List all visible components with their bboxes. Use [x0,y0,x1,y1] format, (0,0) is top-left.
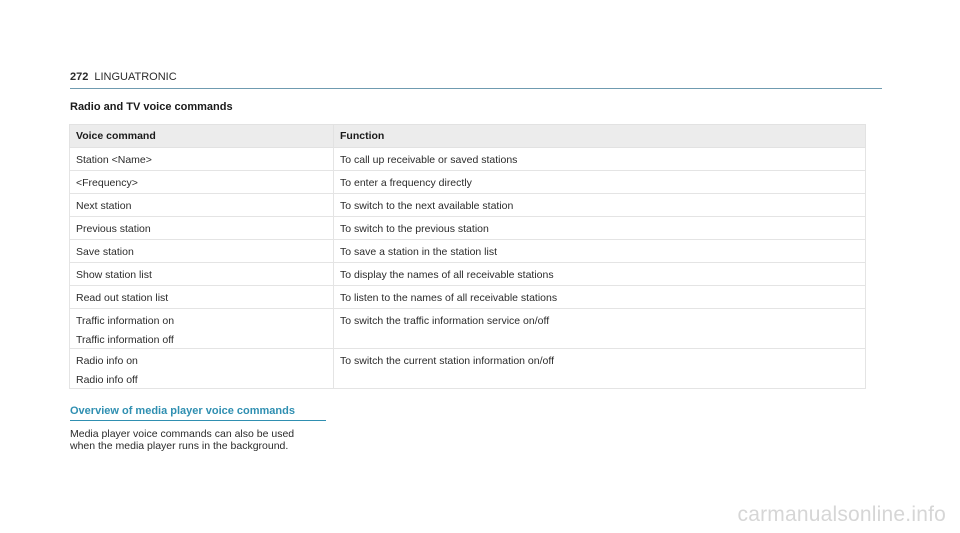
command-cell [70,349,334,389]
table-row [70,194,866,217]
table-row [70,148,866,171]
table-row [70,309,866,349]
media-section-heading: Overview of media player voice commands [70,405,326,421]
function-cell [334,263,866,286]
column-header-function: Function [334,125,866,148]
command-text: Next station [76,200,132,212]
voice-commands-table [69,124,866,389]
table-row [70,171,866,194]
table-row [70,217,866,240]
body-line: when the media player runs in the background. [70,440,289,452]
function-text: To display the names of all receivable stations [340,269,554,281]
command-text: Show station list [76,269,152,281]
table-row [70,263,866,286]
table-row [70,349,866,389]
function-text: To enter a frequency directly [340,177,472,189]
function-text: To switch the current station information on/off [340,355,554,367]
command-text: Previous station [76,223,151,235]
command-text: Station <Name> [76,154,152,166]
table-row [70,240,866,263]
function-cell [334,240,866,263]
command-cell [70,194,334,217]
function-text: To switch to the previous station [340,223,489,235]
function-text: To save a station in the station list [340,246,498,258]
command-cell [70,286,334,309]
command-text: Traffic information off [76,334,174,346]
table-row [70,286,866,309]
command-text: Save station [76,246,134,258]
function-text: To switch the traffic information service on/off [340,315,550,327]
function-cell [334,194,866,217]
function-text: To call up receivable or saved stations [340,154,518,166]
function-cell [334,286,866,309]
command-cell [70,217,334,240]
function-cell [334,171,866,194]
media-section-body [70,428,350,452]
command-text: Radio info on [76,355,138,367]
function-text: To switch to the next available station [340,200,514,212]
command-text: <Frequency> [76,177,138,189]
table-header-row [70,125,866,148]
command-text: Radio info off [76,374,138,386]
command-text: Traffic information on [76,315,175,327]
function-cell [334,148,866,171]
watermark: carmanualsonline.info [737,503,946,526]
function-cell [334,309,866,349]
page-number: 272 [70,71,89,83]
command-cell [70,240,334,263]
page-header [70,71,882,89]
chapter-title: LINGUATRONIC [94,71,177,83]
section-title: Radio and TV voice commands [70,101,233,113]
function-cell [334,349,866,389]
command-cell [70,171,334,194]
command-cell [70,148,334,171]
column-header-voice-command: Voice command [70,125,334,148]
command-text: Read out station list [76,292,169,304]
function-cell [334,217,866,240]
command-cell [70,263,334,286]
body-line: Media player voice commands can also be used [70,428,295,440]
command-cell [70,309,334,349]
function-text: To listen to the names of all receivable stations [340,292,558,304]
